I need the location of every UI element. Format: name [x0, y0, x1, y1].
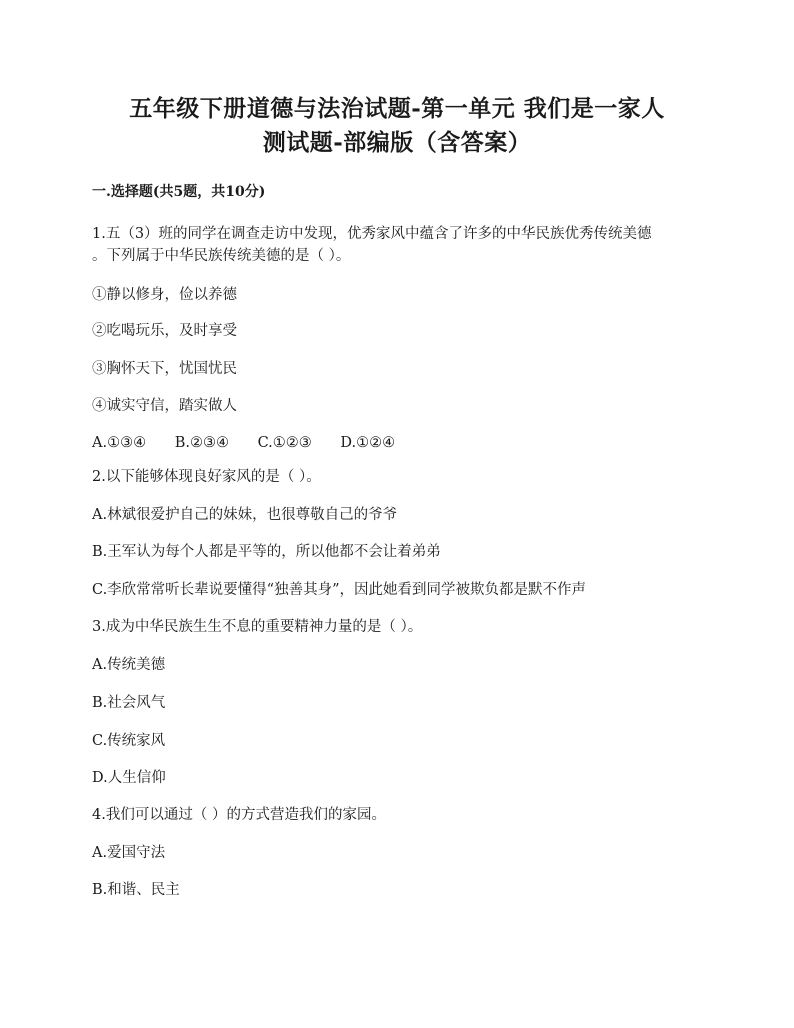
question-2-option-b: B.王军认为每个人都是平等的，所以他都不会让着弟弟: [92, 544, 441, 560]
question-1-item-4: ④诚实守信，踏实做人: [92, 398, 237, 414]
section-heading: 一.选择题(共5题，共10分): [92, 184, 266, 200]
question-2-option-c: C.李欣常常听长辈说要懂得“独善其身”，因此她看到同学被欺负都是默不作声: [92, 582, 587, 598]
question-3-stem: 3.成为中华民族生生不息的重要精神力量的是（ ）。: [92, 619, 423, 635]
question-1-item-2: ②吃喝玩乐，及时享受: [92, 323, 237, 339]
question-1-option-c: C.①②③: [257, 435, 312, 451]
question-1-stem-line-2: 。下列属于中华民族传统美德的是（ ）。: [92, 248, 351, 264]
question-1-stem-line-1: 1.五（3）班的同学在调查走访中发现，优秀家风中蕴含了许多的中华民族优秀传统美德: [92, 226, 652, 242]
question-3-option-c: C.传统家风: [92, 733, 166, 749]
question-1-item-3: ③胸怀天下，忧国忧民: [92, 361, 237, 377]
question-1-options: [92, 433, 419, 453]
document-title-line-1: 五年级下册道德与法治试题-第一单元 我们是一家人: [129, 95, 665, 122]
question-1-item-1: ①静以修身，俭以养德: [92, 287, 237, 303]
question-2-option-a: A.林斌很爱护自己的妹妹，也很尊敬自己的爷爷: [92, 507, 398, 523]
question-1-option-a: A.①③④: [92, 435, 147, 451]
document-title-line-2: 测试题-部编版（含答案）: [262, 129, 532, 156]
question-3-option-b: B.社会风气: [92, 695, 166, 711]
question-3-option-d: D.人生信仰: [92, 770, 166, 786]
question-4-stem: 4.我们可以通过（ ）的方式营造我们的家园。: [92, 807, 386, 823]
question-1-option-d: D.①②④: [340, 435, 396, 451]
question-4-option-b: B.和谐、民主: [92, 882, 180, 898]
question-2-stem: 2.以下能够体现良好家风的是（ ）。: [92, 469, 321, 485]
question-3-option-a: A.传统美德: [92, 657, 166, 673]
question-4-option-a: A.爱国守法: [92, 845, 166, 861]
question-1-option-b: B.②③④: [174, 435, 229, 451]
